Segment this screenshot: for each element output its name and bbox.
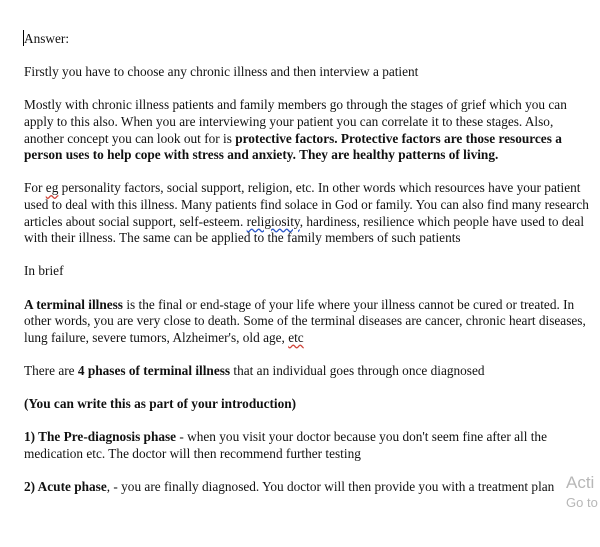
acute-phase-bold: 2) Acute phase: [24, 479, 107, 495]
paragraph-intro: Firstly you have to choose any chronic illness and then interview a patient: [24, 64, 419, 80]
activate-windows-watermark: Acti Go to: [566, 473, 598, 510]
answer-label: Answer:: [24, 31, 70, 46]
paragraph-phases: There are 4 phases of terminal illness that an individual goes through once diagnosed: [24, 362, 485, 378]
spelling-flag-eg: eg: [45, 180, 59, 196]
paragraph-terminal-illness: A terminal illness is the final or end-stage of your life where your illness cannot be cured or treated. In other words, you are very close to death. Some of the terminal diseases are cancer, chronic heart diseases, lung failure, severe tumors, Alzheimer's, old age, etc: [24, 296, 586, 345]
document-body[interactable]: [24, 31, 590, 512]
protective-factors-bold: protective factors. Protective factors are those resources a person uses to help cope with stress and anxiety. They are healthy patterns of living.: [24, 130, 562, 163]
terminal-illness-bold: A terminal illness: [24, 296, 123, 312]
paragraph-resources: For eg personality factors, social support, religion, etc. In other words which resources have your patient used to deal with this illness. Many patients find solace in God or family. You can also find many research articles about social support, self-esteem. religiosity, hardiness, resilience which people have used to deal with their illness. The same can be applied to the family members of such patients: [24, 180, 589, 246]
paragraph-acute-phase: 2) Acute phase, - you are finally diagnosed. You doctor will then provide you with a treatment plan: [24, 479, 555, 495]
paragraph-pre-diagnosis: 1) The Pre-diagnosis phase - when you visit your doctor because you don't seem fine after all the medication etc. The doctor will then recommend further testing: [24, 429, 547, 461]
phases-bold: 4 phases of terminal illness: [77, 362, 231, 378]
paragraph-in-brief: In brief: [24, 263, 64, 279]
pre-diagnosis-bold: 1) The Pre-diagnosis phase: [24, 429, 177, 445]
paragraph-grief-stages: Mostly with chronic illness patients and family members go through the stages of grief which you can apply to this also. When you are interviewing your patient you can correlate it to these stages. Also, another concept you can look out for is protective factors. Protective factors are those resources a person uses to help cope with stress and anxiety. They are healthy patterns of living.: [24, 97, 567, 163]
paragraph-introduction-note: (You can write this as part of your introduction): [24, 396, 297, 412]
spelling-flag-etc: etc: [288, 329, 304, 345]
spelling-flag-religiosity: religiosity: [246, 213, 300, 229]
